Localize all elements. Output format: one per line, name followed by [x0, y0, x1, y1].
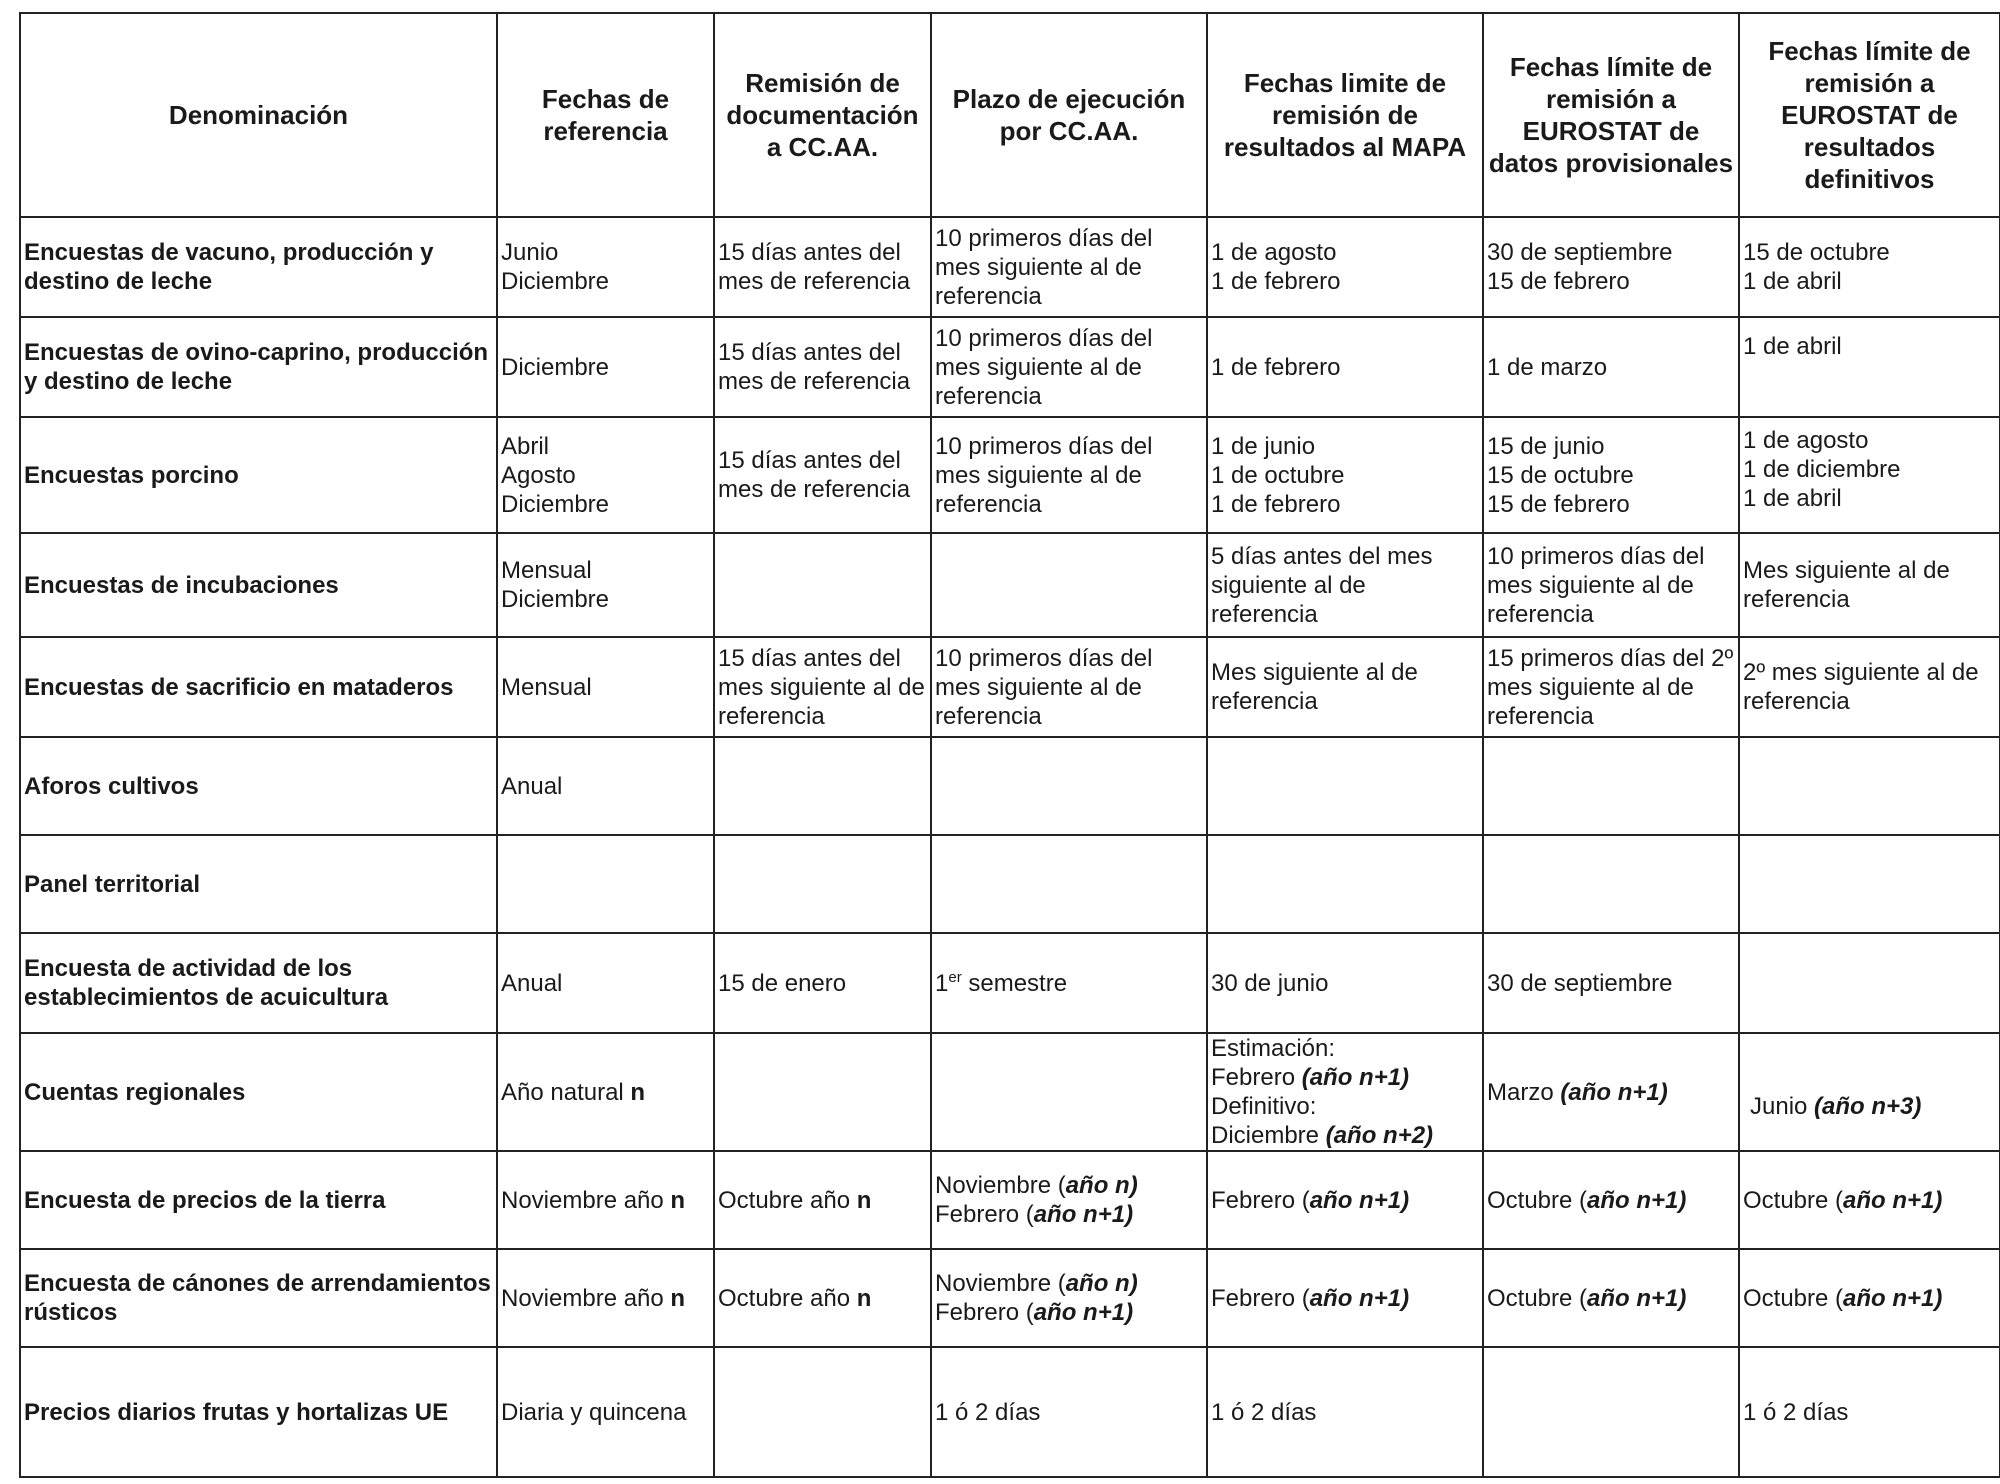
ref-cell — [497, 1151, 714, 1249]
definitivo-cell: 2º mes siguiente al de referencia — [1739, 637, 2000, 737]
definitivo-year: año n+1) — [1843, 1284, 1943, 1312]
header-plazo-ejecucion: Plazo de ejecución por CC.AA. — [931, 13, 1207, 217]
definitivo-cell — [1739, 1033, 2000, 1151]
doc-cell: 15 de enero — [714, 933, 931, 1033]
definitivo-cell — [1739, 1249, 2000, 1347]
plazo-cell — [931, 1151, 1207, 1249]
header-eurostat-provisionales: Fechas límite de remisión a EUROSTAT de datos provisionales — [1483, 13, 1739, 217]
doc-cell — [714, 1249, 931, 1347]
mapa-line: 1 de junio — [1211, 432, 1316, 460]
provisional-line: 30 de septiembre — [1487, 239, 1673, 266]
mapa-year: (año n+2) — [1325, 1122, 1434, 1149]
mapa-cell — [1207, 1249, 1483, 1347]
definitivo-text: Junio — [1750, 1092, 1815, 1120]
plazo-cell: 10 primeros días del mes siguiente al de referencia — [931, 217, 1207, 317]
header-eurostat-definitivos: Fechas límite de remisión a EUROSTAT de resultados definitivos — [1739, 13, 2000, 217]
provisional-line: 15 de octubre — [1487, 461, 1634, 489]
plazo-cell: 1 ó 2 días — [931, 1347, 1207, 1477]
ref-cell — [497, 1249, 714, 1347]
doc-cell: 15 días antes del mes siguiente al de referencia — [714, 637, 931, 737]
ref-cell: Mensual — [497, 637, 714, 737]
definitivo-line: 15 de octubre — [1743, 239, 1890, 266]
plazo-ordinal-suffix: er — [948, 968, 962, 986]
plazo-line — [935, 1200, 1203, 1229]
definitivo-cell — [1739, 835, 2000, 933]
ref-bold: n — [630, 1078, 646, 1106]
definitivo-line: 1 de abril — [1743, 268, 1842, 295]
mapa-line: 1 de agosto — [1211, 239, 1337, 266]
mapa-year: (año n+1) — [1301, 1064, 1410, 1091]
mapa-line — [1211, 1063, 1479, 1092]
doc-cell — [714, 1151, 931, 1249]
provisional-text: Octubre ( — [1487, 1186, 1588, 1214]
mapa-text: Febrero ( — [1211, 1186, 1310, 1214]
definitivo-cell: 1 de abril — [1739, 317, 2000, 417]
mapa-line: 1 de octubre — [1211, 461, 1345, 489]
definitivo-line: 1 de abril — [1743, 485, 1842, 512]
ref-cell — [497, 835, 714, 933]
ref-text: Noviembre año — [501, 1284, 671, 1312]
doc-cell — [714, 1347, 931, 1477]
doc-bold: n — [856, 1186, 872, 1214]
definitivo-cell — [1739, 417, 2000, 533]
plazo-cell — [931, 933, 1207, 1033]
mapa-cell — [1207, 737, 1483, 835]
provisional-line: 15 de junio — [1487, 432, 1605, 460]
plazo-cell: 10 primeros días del mes siguiente al de referencia — [931, 417, 1207, 533]
row-name: Panel territorial — [20, 835, 497, 933]
plazo-cell: 10 primeros días del mes siguiente al de referencia — [931, 637, 1207, 737]
header-denominacion: Denominación — [20, 13, 497, 217]
table-row — [20, 317, 2000, 417]
mapa-line: 1 de febrero — [1211, 268, 1341, 295]
mapa-text: Diciembre — [1211, 1122, 1326, 1149]
doc-text: Octubre año — [718, 1186, 857, 1214]
definitivo-cell — [1739, 737, 2000, 835]
row-name: Encuestas porcino — [20, 417, 497, 533]
mapa-cell: 30 de junio — [1207, 933, 1483, 1033]
ref-line: Mensual — [501, 557, 592, 584]
provisional-cell: 10 primeros días del mes siguiente al de referencia — [1483, 533, 1739, 637]
table-row — [20, 1347, 2000, 1477]
doc-bold: n — [856, 1284, 872, 1312]
mapa-cell — [1207, 1033, 1483, 1151]
row-name: Precios diarios frutas y hortalizas UE — [20, 1347, 497, 1477]
ref-line: Abril — [501, 432, 550, 460]
definitivo-line: 1 de diciembre — [1743, 456, 1901, 483]
ref-text: Año natural — [501, 1078, 631, 1106]
plazo-year: año n) — [1065, 1270, 1138, 1297]
header-fechas-mapa: Fechas limite de remisión de resultados al MAPA — [1207, 13, 1483, 217]
provisional-cell: 30 de septiembre — [1483, 933, 1739, 1033]
mapa-cell: Mes siguiente al de referencia — [1207, 637, 1483, 737]
doc-cell — [714, 533, 931, 637]
definitivo-cell — [1739, 1151, 2000, 1249]
plazo-line — [935, 1298, 1203, 1327]
provisional-text: Marzo — [1487, 1078, 1561, 1106]
header-remision-documentacion: Remisión de documentación a CC.AA. — [714, 13, 931, 217]
ref-line: Junio — [501, 239, 559, 266]
mapa-cell: 5 días antes del mes siguiente al de referencia — [1207, 533, 1483, 637]
plazo-text: Febrero ( — [935, 1299, 1034, 1326]
plazo-year: año n+1) — [1033, 1201, 1134, 1228]
plazo-cell: 10 primeros días del mes siguiente al de referencia — [931, 317, 1207, 417]
plazo-cell — [931, 533, 1207, 637]
row-name: Encuestas de sacrificio en mataderos — [20, 637, 497, 737]
mapa-line — [1211, 1121, 1479, 1150]
table-row — [20, 417, 2000, 533]
provisional-cell — [1483, 737, 1739, 835]
row-name: Encuesta de actividad de los establecimientos de acuicultura — [20, 933, 497, 1033]
row-name: Encuestas de ovino-caprino, producción y destino de leche — [20, 317, 497, 417]
table-row — [20, 637, 2000, 737]
header-row — [20, 13, 2000, 217]
ref-line: Agosto — [501, 461, 576, 489]
table-row — [20, 835, 2000, 933]
provisional-text: Octubre ( — [1487, 1284, 1588, 1312]
provisional-cell — [1483, 1347, 1739, 1477]
definitivo-cell — [1739, 217, 2000, 317]
ref-bold: n — [670, 1284, 686, 1312]
plazo-rest: semestre — [961, 969, 1068, 997]
row-name: Encuestas de vacuno, producción y destino de leche — [20, 217, 497, 317]
mapa-year: año n+1) — [1309, 1284, 1410, 1312]
mapa-cell: 1 de febrero — [1207, 317, 1483, 417]
plazo-text: Noviembre ( — [935, 1172, 1066, 1199]
provisional-line: 15 de febrero — [1487, 268, 1630, 295]
plazo-cell — [931, 1249, 1207, 1347]
definitivo-cell: Mes siguiente al de referencia — [1739, 533, 2000, 637]
plazo-text: Febrero ( — [935, 1201, 1034, 1228]
ref-line: Diciembre — [501, 490, 610, 518]
provisional-cell — [1483, 1249, 1739, 1347]
doc-cell: 15 días antes del mes de referencia — [714, 317, 931, 417]
table-row — [20, 1151, 2000, 1249]
mapa-cell — [1207, 835, 1483, 933]
mapa-text: Febrero ( — [1211, 1284, 1310, 1312]
mapa-line: 1 de febrero — [1211, 490, 1341, 518]
ref-cell — [497, 1033, 714, 1151]
plazo-line — [935, 1171, 1203, 1200]
definitivo-cell: 1 ó 2 días — [1739, 1347, 2000, 1477]
provisional-cell: 1 de marzo — [1483, 317, 1739, 417]
provisional-year: (año n+1) — [1560, 1078, 1668, 1106]
ref-cell — [497, 417, 714, 533]
provisional-line: 15 de febrero — [1487, 490, 1630, 518]
doc-cell: 15 días antes del mes de referencia — [714, 417, 931, 533]
doc-cell: 15 días antes del mes de referencia — [714, 217, 931, 317]
ref-cell: Anual — [497, 933, 714, 1033]
provisional-cell — [1483, 1033, 1739, 1151]
ref-line: Diciembre — [501, 586, 610, 613]
table-row — [20, 1249, 2000, 1347]
table-row — [20, 533, 2000, 637]
table-row — [20, 737, 2000, 835]
mapa-cell — [1207, 417, 1483, 533]
ref-cell: Diciembre — [497, 317, 714, 417]
doc-cell — [714, 737, 931, 835]
row-name: Aforos cultivos — [20, 737, 497, 835]
survey-deadlines-table — [19, 12, 2000, 1478]
provisional-cell — [1483, 835, 1739, 933]
ref-bold: n — [670, 1186, 686, 1214]
definitivo-cell — [1739, 933, 2000, 1033]
plazo-text: Noviembre ( — [935, 1270, 1066, 1297]
plazo-line — [935, 1269, 1203, 1298]
row-name: Encuesta de cánones de arrendamientos rústicos — [20, 1249, 497, 1347]
row-name: Cuentas regionales — [20, 1033, 497, 1151]
provisional-year: año n+1) — [1587, 1284, 1687, 1312]
definitivo-year: año n+1) — [1843, 1186, 1943, 1214]
ref-cell — [497, 217, 714, 317]
ref-text: Noviembre año — [501, 1186, 671, 1214]
plazo-cell — [931, 835, 1207, 933]
mapa-text: Febrero — [1211, 1064, 1302, 1091]
header-fechas-referencia: Fechas de referencia — [497, 13, 714, 217]
doc-cell — [714, 1033, 931, 1151]
mapa-line: Definitivo: — [1211, 1093, 1317, 1120]
mapa-cell: 1 ó 2 días — [1207, 1347, 1483, 1477]
ref-cell: Anual — [497, 737, 714, 835]
document-page — [19, 12, 1999, 1478]
doc-text: Octubre año — [718, 1284, 857, 1312]
ref-cell — [497, 533, 714, 637]
mapa-cell — [1207, 217, 1483, 317]
provisional-year: año n+1) — [1587, 1186, 1687, 1214]
plazo-ordinal: 1 — [935, 969, 949, 997]
plazo-cell — [931, 1033, 1207, 1151]
plazo-year: año n+1) — [1033, 1299, 1134, 1326]
provisional-cell — [1483, 1151, 1739, 1249]
definitivo-line: 1 de agosto — [1743, 427, 1869, 454]
row-name: Encuestas de incubaciones — [20, 533, 497, 637]
plazo-cell — [931, 737, 1207, 835]
provisional-cell — [1483, 217, 1739, 317]
mapa-year: año n+1) — [1309, 1186, 1410, 1214]
row-name: Encuesta de precios de la tierra — [20, 1151, 497, 1249]
table-row — [20, 1033, 2000, 1151]
table-row — [20, 217, 2000, 317]
plazo-year: año n) — [1065, 1172, 1138, 1199]
definitivo-text: Octubre ( — [1743, 1186, 1844, 1214]
doc-cell — [714, 835, 931, 933]
provisional-cell: 15 primeros días del 2º mes siguiente al de referencia — [1483, 637, 1739, 737]
provisional-cell — [1483, 417, 1739, 533]
definitivo-text: Octubre ( — [1743, 1284, 1844, 1312]
mapa-line: Estimación: — [1211, 1035, 1336, 1062]
mapa-cell — [1207, 1151, 1483, 1249]
ref-line: Diciembre — [501, 268, 610, 295]
definitivo-year: (año n+3) — [1814, 1092, 1922, 1120]
ref-cell: Diaria y quincena — [497, 1347, 714, 1477]
table-row — [20, 933, 2000, 1033]
